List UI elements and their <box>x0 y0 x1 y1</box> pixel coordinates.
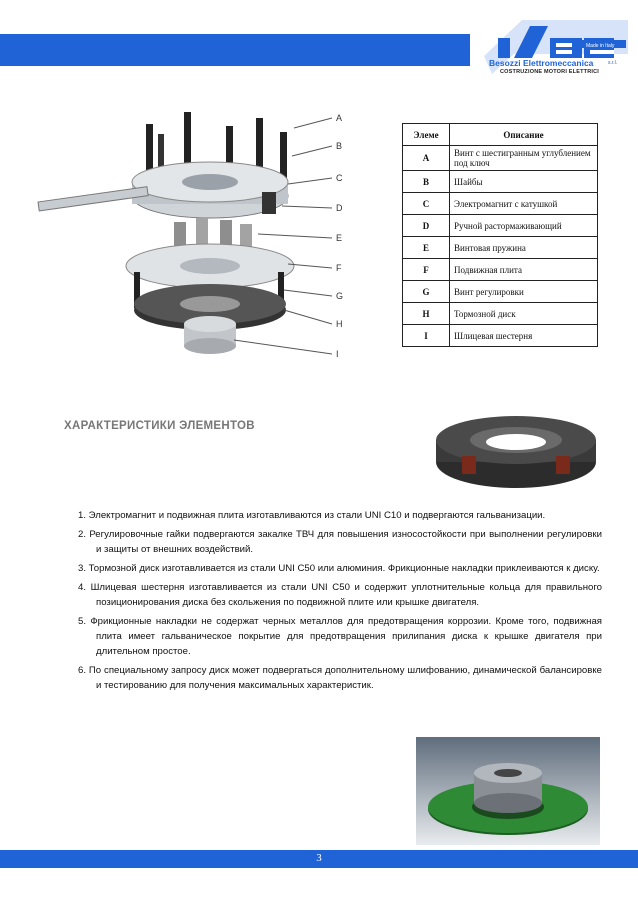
brand-suffix: s.r.l. <box>608 60 618 66</box>
part-description: Тормозной диск <box>450 303 598 325</box>
part-description: Шайбы <box>450 171 598 193</box>
part-description: Винт регулировки <box>450 281 598 303</box>
part-letter: A <box>403 146 450 171</box>
callout-label-b: B <box>336 141 343 151</box>
section-heading: ХАРАКТЕРИСТИКИ ЭЛЕМЕНТОВ <box>64 420 255 432</box>
part-description: Электромагнит с катушкой <box>450 193 598 215</box>
table-row <box>403 193 598 215</box>
callout-label-h: H <box>336 319 343 329</box>
part-letter: I <box>403 325 450 347</box>
callout-label-d: D <box>336 203 343 213</box>
part-letter: E <box>403 237 450 259</box>
page-number: 3 <box>316 852 322 864</box>
brand-tagline: COSTRUZIONE MOTORI ELETTRICI <box>500 69 599 75</box>
table-header-description: Описание <box>450 124 598 146</box>
header-band <box>0 34 470 66</box>
electromagnet-photo <box>432 412 600 492</box>
part-letter: D <box>403 215 450 237</box>
moving-plate <box>126 244 294 288</box>
callout-label-f: F <box>336 263 342 273</box>
table-header-element: Элеме <box>403 124 450 146</box>
table-row <box>403 146 598 171</box>
part-letter: C <box>403 193 450 215</box>
part-description: Ручной растормаживающий <box>450 215 598 237</box>
callout-label-g: G <box>336 291 344 301</box>
made-in-italy: Made in Italy <box>586 43 615 49</box>
brake-assembly-illustration <box>34 104 354 372</box>
part-letter: G <box>403 281 450 303</box>
callout-label-e: E <box>336 233 343 243</box>
list-item: 6. По специальному запросу диск может подвергаться дополнительному шлифованию, динамической балансировке и тестированию для получения максимальных характеристик. <box>78 665 602 691</box>
callout-label-a: A <box>336 113 343 123</box>
callout-label-i: I <box>336 349 339 359</box>
company-logo <box>478 18 630 86</box>
table-row <box>403 171 598 193</box>
table-row <box>403 237 598 259</box>
list-item: 5. Фрикционные накладки не содержат черных металлов для предотвращения коррозии. Кроме того, подвижная плита имеет гальваническое покрытие для предотвращения прилипания диска к крышке двигателя при длительном простое. <box>78 616 602 657</box>
list-item: 4. Шлицевая шестерня изготавливается из стали UNI C50 и содержит уплотнительные кольца для правильного позиционирования диска без скольжения по подвижной плите или крышке двигателя. <box>78 582 602 608</box>
part-description: Подвижная плита <box>450 259 598 281</box>
part-description: Шлицевая шестерня <box>450 325 598 347</box>
table-row <box>403 281 598 303</box>
list-item: 3. Тормозной диск изготавливается из стали UNI C50 или алюминия. Фрикционные накладки приклеиваются к диску. <box>78 563 600 574</box>
table-row <box>403 325 598 347</box>
list-item: 1. Электромагнит и подвижная плита изготавливаются из стали UNI C10 и подвергаются гальванизации. <box>78 510 546 521</box>
brand-name: Besozzi Elettromeccanica <box>489 58 594 68</box>
table-row <box>403 215 598 237</box>
splined-gear <box>184 316 236 354</box>
table-row <box>403 303 598 325</box>
features-list <box>78 508 602 697</box>
part-letter: B <box>403 171 450 193</box>
part-description: Винтовая пружина <box>450 237 598 259</box>
table-row <box>403 259 598 281</box>
list-item: 2. Регулировочные гайки подвергаются закалке ТВЧ для повышения износостойкости при выполнении регулировки и защиты от внешних воздействий. <box>78 529 602 555</box>
part-letter: F <box>403 259 450 281</box>
callout-label-c: C <box>336 173 343 183</box>
part-description: Винт с шестигранным углублением под ключ <box>450 146 598 171</box>
parts-table <box>402 123 598 347</box>
splined-gear-render <box>416 737 600 845</box>
part-letter: H <box>403 303 450 325</box>
